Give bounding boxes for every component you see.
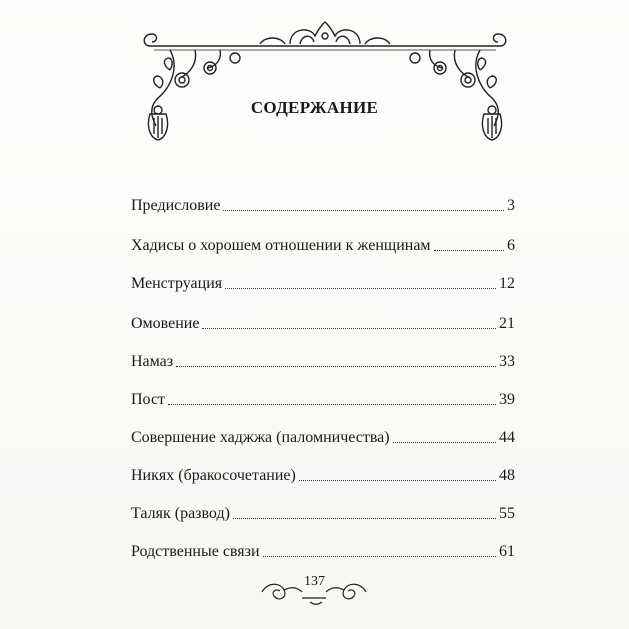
toc-entry-page: 44	[499, 429, 515, 446]
page-number: 137	[304, 574, 325, 589]
toc-entry-title: Намаз	[131, 353, 174, 370]
dot-leader	[202, 328, 496, 329]
toc-entry	[131, 232, 515, 256]
dot-leader	[223, 210, 504, 211]
floral-frame-ornament	[140, 18, 510, 158]
toc-entry-page: 33	[499, 353, 515, 370]
toc-entry-page: 55	[499, 505, 515, 522]
toc-entry-title: Менструация	[131, 275, 223, 292]
toc-entry-page: 39	[499, 391, 515, 408]
page-title: СОДЕРЖАНИЕ	[250, 98, 379, 117]
toc-entry-title: Никях (бракосочетание)	[131, 467, 296, 484]
dot-leader	[168, 404, 496, 405]
toc-entry-title: Пост	[131, 391, 166, 408]
toc-entry-page: 12	[499, 275, 515, 292]
toc-entry	[131, 538, 515, 562]
dot-leader	[176, 366, 496, 367]
toc-entry	[131, 270, 515, 294]
toc-entry	[131, 386, 515, 410]
dot-leader	[233, 518, 496, 519]
dot-leader	[263, 556, 497, 557]
toc-entry-title: Таляк (развод)	[131, 505, 230, 522]
dot-leader	[434, 250, 504, 251]
dot-leader	[225, 288, 496, 289]
toc-entry	[131, 310, 515, 334]
toc-entry-title: Хадисы о хорошем отношении к женщинам	[131, 237, 431, 254]
toc-entry-page: 61	[499, 543, 515, 560]
toc-entry-page: 48	[499, 467, 515, 484]
toc-entry	[131, 462, 515, 486]
toc-entry-title: Омовение	[131, 315, 200, 332]
dot-leader	[299, 480, 496, 481]
toc-entry-page: 6	[507, 237, 515, 254]
toc-entry	[131, 348, 515, 372]
toc-entry-page: 21	[499, 315, 515, 332]
toc-entry-title: Предисловие	[131, 197, 221, 214]
toc-entry	[131, 500, 515, 524]
toc-entry-page: 3	[507, 197, 515, 214]
toc-entry	[131, 424, 515, 448]
toc-entry-title: Совершение хаджжа (паломничества)	[131, 429, 390, 446]
toc-entry-title: Родственные связи	[131, 543, 260, 560]
dot-leader	[393, 442, 496, 443]
toc-entry	[131, 192, 515, 216]
